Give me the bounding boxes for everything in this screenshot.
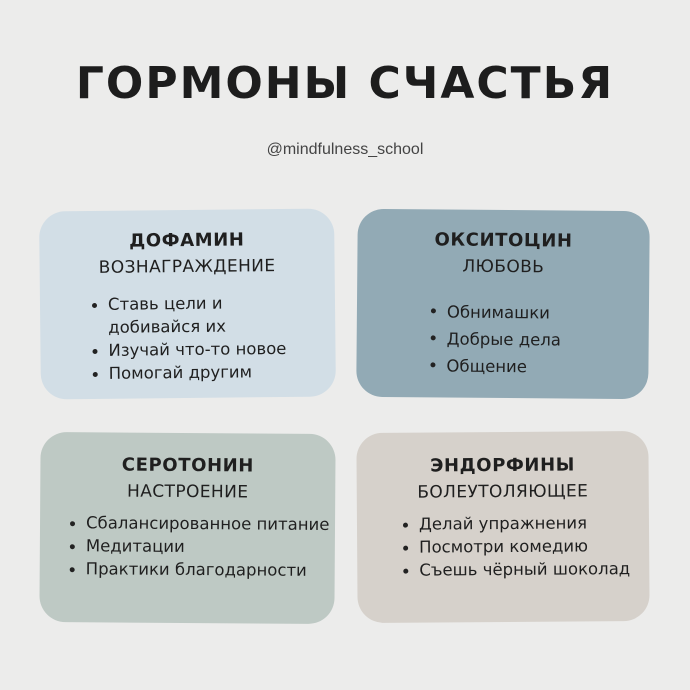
list-item: Съешь чёрный шоколад xyxy=(401,557,636,582)
list-item: Изучай что-то новое xyxy=(90,337,315,362)
list-item: Ставь цели и добивайся их xyxy=(90,291,315,339)
hormone-name: ДОФАМИН xyxy=(129,229,245,252)
list-item: Общение xyxy=(428,352,638,381)
page-title: ГОРМОНЫ СЧАСТЬЯ xyxy=(75,58,615,109)
hormone-effect: БОЛЕУТОЛЯЮЩЕЕ xyxy=(417,481,589,503)
card-endorphins xyxy=(356,431,649,623)
tips-list xyxy=(90,291,316,385)
hormone-effect: ВОЗНАГРАЖДЕНИЕ xyxy=(98,256,276,278)
list-item: Делай упражнения xyxy=(401,511,636,536)
list-item: Посмотри комедию xyxy=(401,534,636,559)
hormone-effect: НАСТРОЕНИЕ xyxy=(127,481,249,503)
list-item: Практики благодарности xyxy=(68,557,333,582)
card-oxytocin xyxy=(356,209,650,400)
list-item: Помогай другим xyxy=(91,360,316,385)
card-dopamine xyxy=(39,208,336,399)
list-item: Обнимашки xyxy=(429,298,639,327)
hormone-name: ОКСИТОЦИН xyxy=(434,229,573,252)
hormone-name: СЕРОТОНИН xyxy=(121,454,255,477)
tips-list xyxy=(401,511,636,582)
tips-list xyxy=(428,298,639,381)
list-item: Добрые дела xyxy=(429,325,639,354)
tips-list xyxy=(68,511,333,582)
author-handle: @mindfulness_school xyxy=(266,141,424,158)
hormone-name: ЭНДОРФИНЫ xyxy=(430,454,576,477)
hormone-effect: ЛЮБОВЬ xyxy=(462,256,545,278)
list-item: Сбалансированное питание xyxy=(68,511,333,536)
list-item: Медитации xyxy=(68,534,333,559)
card-serotonin xyxy=(39,432,335,624)
